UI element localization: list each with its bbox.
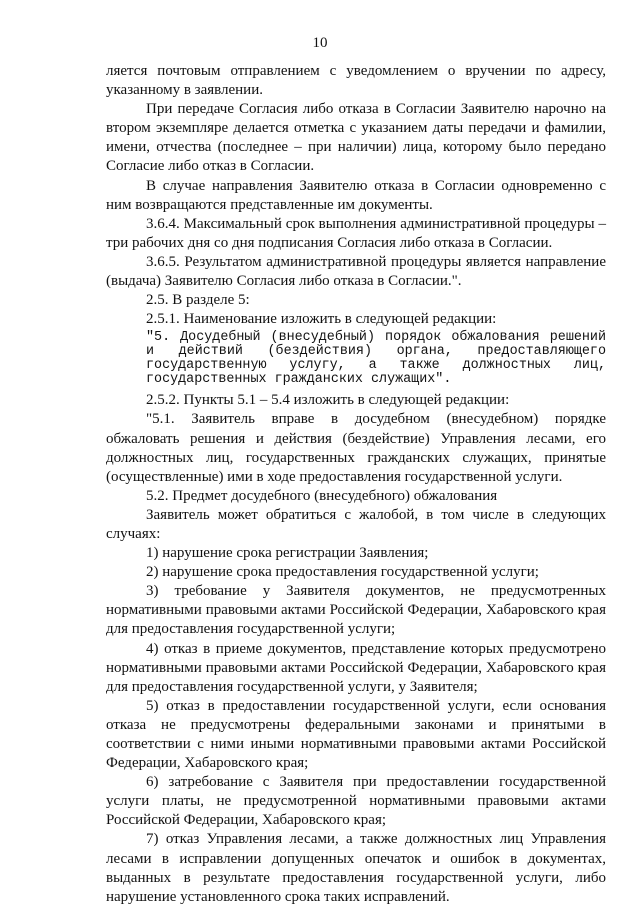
paragraph-refusal-return: В случае направления Заявителю отказа в Согласии одновременно с ним возвращаются представленные им документы. (106, 177, 606, 213)
document-body (106, 62, 606, 907)
list-item-5: 5) отказ в предоставлении государственной услуги, если основания отказа не предусмотрены федеральными законами и принятыми в соответствии с ними иными нормативными правовыми актами Российской Федерации, Хабаровского края; (106, 697, 606, 772)
page-number: 10 (312, 35, 328, 51)
section-5-title-quote: "5. Досудебный (внесудебный) порядок обжалования решений и действий (бездействия) органа, предоставляющего государственную услугу, а также должностных лиц, государственных гражданских служащих". (146, 330, 606, 388)
list-item-4: 4) отказ в приеме документов, представление которых предусмотрено нормативными правовыми актами Российской Федерации, Хабаровского края для предоставления государственной услуги, у Заявителя; (106, 640, 606, 695)
paragraph-3-6-4: 3.6.4. Максимальный срок выполнения административной процедуры – три рабочих дня со дня подписания Согласия либо отказа в Согласии. (106, 215, 606, 251)
paragraph-5-1: "5.1. Заявитель вправе в досудебном (внесудебном) порядке обжаловать решения и действия (бездействие) Управления лесами, его должностных лиц, государственных гражданских служащих, принятые (осуществленные) ими в ходе предоставления государственной услуги. (106, 411, 606, 485)
paragraph-delivery: При передаче Согласия либо отказа в Согласии Заявителю нарочно на втором экземпляре делается отметка с указанием даты передачи и фамилии, имени, отчества (последнее – при наличии) лица, которому было передано Согласие либо отказ в Согласии. (106, 101, 606, 175)
paragraph-complaint-cases: Заявитель может обратиться с жалобой, в том числе в следующих случаях: (106, 506, 606, 542)
list-item-1: 1) нарушение срока регистрации Заявления; (146, 545, 429, 562)
paragraph-2-5: 2.5. В разделе 5: (146, 292, 250, 309)
paragraph-continuation: ляется почтовым отправлением с уведомлением о вручении по адресу, указанному в заявлении. (106, 63, 606, 99)
list-item-7: 7) отказ Управления лесами, а также должностных лиц Управления лесами в исправлении допущенных опечаток и ошибок в документах, выданных в результате предоставления государственной услуги, либо нарушение установленного срока таких исправлений. (106, 831, 606, 905)
paragraph-2-5-2: 2.5.2. Пункты 5.1 – 5.4 изложить в следующей редакции: (146, 392, 510, 409)
list-item-6: 6) затребование с Заявителя при предоставлении государственной услуги платы, не предусмотренной нормативными правовыми актами Российской Федерации, Хабаровского края; (106, 774, 606, 829)
paragraph-2-5-1: 2.5.1. Наименование изложить в следующей редакции: (146, 311, 497, 328)
paragraph-5-2-heading: 5.2. Предмет досудебного (внесудебного) обжалования (146, 487, 498, 504)
list-item-3: 3) требование у Заявителя документов, не предусмотренных нормативными правовыми актами Российской Федерации, Хабаровского края для предоставления государственной услуги; (106, 583, 606, 638)
paragraph-3-6-5: 3.6.5. Результатом административной процедуры является направление (выдача) Заявителю Согласия либо отказа в Согласии.". (106, 253, 606, 290)
list-item-2: 2) нарушение срока предоставления государственной услуги; (146, 564, 539, 581)
